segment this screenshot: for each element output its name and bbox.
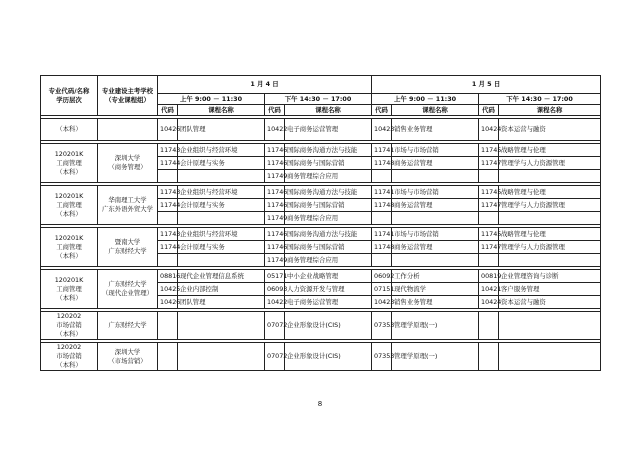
course-code-cell: 11749 — [265, 170, 285, 183]
course-name-cell: 企业组织与经营环境 — [178, 144, 265, 157]
col-code: 代码 — [479, 105, 499, 116]
course-name-cell — [499, 312, 601, 340]
course-name-cell: 国际商务与国际营销 — [285, 157, 372, 170]
course-name-cell — [499, 254, 601, 267]
course-code-cell: 10421 — [479, 283, 499, 296]
school-line: 广东财经大学 — [108, 247, 147, 255]
course-code-cell: 11744 — [158, 241, 178, 254]
col-name: 课程名称 — [178, 105, 265, 116]
major-cell — [41, 144, 98, 183]
course-code-cell — [372, 212, 392, 225]
header-school: 专业建设主考学校 （专业课程组） — [98, 76, 158, 116]
major-line: （本科） — [56, 125, 82, 133]
school-line: 广东财经大学 — [108, 321, 147, 329]
major-line: 工商管理 — [56, 284, 82, 293]
school-cell — [98, 312, 158, 340]
major-line: 120202 — [56, 343, 82, 351]
course-name-cell: 国际商务与国际营销 — [285, 241, 372, 254]
school-cell — [98, 270, 158, 309]
school-cell — [98, 186, 158, 225]
course-code-cell: 10426 — [158, 296, 178, 309]
major-line: 120201K — [54, 191, 84, 200]
major-line: 120201K — [54, 275, 84, 284]
course-code-cell: 11746 — [265, 228, 285, 241]
page-number: 8 — [317, 400, 323, 408]
course-name-cell: 企业组织与经营环境 — [178, 186, 265, 199]
course-name-cell: 会计原理与实务 — [178, 241, 265, 254]
course-name-cell: 市场与市场营销 — [392, 144, 479, 157]
course-code-cell — [479, 343, 499, 371]
course-name-cell: 商务运营管理 — [392, 157, 479, 170]
course-name-cell — [178, 212, 265, 225]
course-name-cell: 商务运营管理 — [392, 241, 479, 254]
course-code-cell: 11746 — [265, 241, 285, 254]
course-name-cell — [178, 170, 265, 183]
course-name-cell: 商务管理综合应用 — [285, 212, 372, 225]
major-line: 120201K — [54, 233, 84, 242]
course-name-cell: 中小企业战略管理 — [285, 270, 372, 283]
major-line: 120202 — [56, 312, 82, 320]
course-code-cell: 06092 — [372, 270, 392, 283]
course-code-cell — [158, 312, 178, 340]
course-name-cell — [178, 254, 265, 267]
course-name-cell — [499, 343, 601, 371]
header-day-1: 1 月 4 日 — [158, 76, 372, 94]
course-code-cell: 07151 — [372, 283, 392, 296]
course-name-cell — [392, 212, 479, 225]
course-name-cell: 电子商务运营管理 — [285, 119, 372, 141]
header-day1-pm: 下午 14:30 － 17:00 — [265, 94, 372, 105]
course-code-cell: 00819 — [479, 270, 499, 283]
col-code: 代码 — [265, 105, 285, 116]
school-cell — [98, 144, 158, 183]
header-day1-am: 上午 9:00 － 11:30 — [158, 94, 265, 105]
course-name-cell: 战略管理与伦理 — [499, 228, 601, 241]
school-line: 广东财经大学 — [108, 280, 147, 288]
course-code-cell — [158, 212, 178, 225]
major-line: （本科） — [56, 251, 82, 260]
course-code-cell — [372, 170, 392, 183]
table-row — [41, 343, 601, 371]
course-name-cell: 管理学与人力资源管理 — [499, 199, 601, 212]
school-line: （现代企业管理） — [101, 289, 154, 297]
course-name-cell: 会计原理与实务 — [178, 199, 265, 212]
course-code-cell: 11749 — [265, 212, 285, 225]
header-day-2: 1 月 5 日 — [372, 76, 601, 94]
course-code-cell: 11741 — [372, 186, 392, 199]
course-code-cell: 07072 — [265, 312, 285, 340]
course-code-cell: 11746 — [265, 144, 285, 157]
course-code-cell: 11741 — [372, 144, 392, 157]
table-row — [41, 228, 601, 241]
table-row — [41, 270, 601, 283]
major-line: （本科） — [56, 293, 82, 302]
course-code-cell: 11746 — [265, 186, 285, 199]
course-code-cell: 10424 — [479, 119, 499, 141]
course-code-cell — [479, 212, 499, 225]
course-code-cell: 10423 — [372, 296, 392, 309]
table-row — [41, 144, 601, 157]
course-code-cell: 06093 — [265, 283, 285, 296]
course-code-cell: 07072 — [265, 343, 285, 371]
major-cell — [41, 228, 98, 267]
major-cell — [41, 119, 98, 141]
course-name-cell: 企业内部控制 — [178, 283, 265, 296]
course-code-cell: 11747 — [479, 241, 499, 254]
course-name-cell: 管理学与人力资源管理 — [499, 157, 601, 170]
course-name-cell: 企业形象设计(CIS) — [285, 343, 372, 371]
course-name-cell: 国际商务与国际营销 — [285, 199, 372, 212]
course-code-cell — [158, 254, 178, 267]
course-name-cell: 销售业务管理 — [392, 296, 479, 309]
course-name-cell: 客户服务管理 — [499, 283, 601, 296]
major-line: （本科） — [56, 167, 82, 176]
table-row — [41, 119, 601, 141]
course-code-cell — [158, 343, 178, 371]
course-name-cell: 国际商务沟通方法与技能 — [285, 186, 372, 199]
course-name-cell: 现代物流学 — [392, 283, 479, 296]
course-name-cell: 国际商务沟通方法与技能 — [285, 144, 372, 157]
school-line: 广东外语外贸大学 — [101, 205, 154, 213]
course-code-cell: 10423 — [372, 119, 392, 141]
course-name-cell: 商务管理综合应用 — [285, 254, 372, 267]
major-line: 工商管理 — [56, 242, 82, 251]
course-name-cell: 资本运营与融资 — [499, 296, 601, 309]
course-name-cell — [392, 170, 479, 183]
course-name-cell — [178, 343, 265, 371]
course-code-cell: 11748 — [372, 199, 392, 212]
course-code-cell: 07353 — [372, 312, 392, 340]
course-name-cell: 企业管理咨询与诊断 — [499, 270, 601, 283]
course-code-cell: 11745 — [479, 228, 499, 241]
school-cell — [98, 119, 158, 141]
course-code-cell: 11743 — [158, 228, 178, 241]
course-name-cell: 资本运营与融资 — [499, 119, 601, 141]
course-code-cell: 11741 — [372, 228, 392, 241]
course-name-cell: 市场与市场营销 — [392, 186, 479, 199]
school-cell — [98, 343, 158, 371]
major-line: （本科） — [56, 330, 82, 338]
major-cell — [41, 186, 98, 225]
school-cell — [98, 228, 158, 267]
course-name-cell: 电子商务运营管理 — [285, 296, 372, 309]
course-name-cell: 商务管理综合应用 — [285, 170, 372, 183]
course-name-cell: 团队管理 — [178, 296, 265, 309]
table-row — [41, 312, 601, 340]
course-name-cell: 工作分析 — [392, 270, 479, 283]
course-name-cell — [392, 254, 479, 267]
course-name-cell: 团队管理 — [178, 119, 265, 141]
course-name-cell — [499, 212, 601, 225]
header-major-code: 专业代码/名称 学历层次 — [41, 76, 98, 116]
course-name-cell — [499, 170, 601, 183]
course-code-cell: 11743 — [158, 186, 178, 199]
course-name-cell: 管理学原理(一) — [392, 312, 479, 340]
course-name-cell: 现代企业管理信息系统 — [178, 270, 265, 283]
course-name-cell: 战略管理与伦理 — [499, 186, 601, 199]
course-code-cell: 11748 — [372, 157, 392, 170]
course-code-cell — [158, 170, 178, 183]
course-code-cell — [479, 170, 499, 183]
course-code-cell: 10422 — [265, 296, 285, 309]
course-code-cell: 08816 — [158, 270, 178, 283]
course-code-cell: 11744 — [158, 157, 178, 170]
course-code-cell: 11745 — [479, 186, 499, 199]
course-code-cell: 11749 — [265, 254, 285, 267]
course-code-cell — [372, 254, 392, 267]
course-code-cell: 11745 — [479, 144, 499, 157]
col-name: 课程名称 — [285, 105, 372, 116]
course-code-cell: 05171 — [265, 270, 285, 283]
major-line: 120201K — [54, 149, 84, 158]
course-code-cell — [479, 312, 499, 340]
course-name-cell: 商务运营管理 — [392, 199, 479, 212]
header-day2-am: 上午 9:00 － 11:30 — [372, 94, 479, 105]
col-code: 代码 — [372, 105, 392, 116]
course-name-cell: 企业组织与经营环境 — [178, 228, 265, 241]
course-code-cell: 11747 — [479, 199, 499, 212]
course-name-cell: 企业形象设计(CIS) — [285, 312, 372, 340]
course-name-cell — [178, 312, 265, 340]
course-code-cell: 10425 — [158, 283, 178, 296]
school-line: （市场营销） — [108, 356, 147, 365]
major-line: 工商管理 — [56, 158, 82, 167]
school-line: （商务管理） — [108, 163, 147, 171]
course-code-cell: 11744 — [158, 199, 178, 212]
schedule-body — [41, 116, 601, 371]
major-line: 工商管理 — [56, 200, 82, 209]
course-code-cell: 10426 — [158, 119, 178, 141]
course-name-cell: 会计原理与实务 — [178, 157, 265, 170]
major-line: 市场营销 — [56, 352, 82, 360]
header-day2-pm: 下午 14:30 － 17:00 — [479, 94, 601, 105]
course-code-cell: 11748 — [372, 241, 392, 254]
col-name: 课程名称 — [499, 105, 601, 116]
major-line: （本科） — [56, 209, 82, 218]
course-code-cell: 11747 — [479, 157, 499, 170]
major-cell — [41, 312, 98, 340]
school-line: 深圳大学 — [114, 154, 141, 162]
course-name-cell: 管理学与人力资源管理 — [499, 241, 601, 254]
major-line: 市场营销 — [56, 321, 82, 329]
col-name: 课程名称 — [392, 105, 479, 116]
school-line: 暨南大学 — [114, 238, 141, 246]
course-name-cell: 人力资源开发与管理 — [285, 283, 372, 296]
table-row — [41, 186, 601, 199]
course-code-cell — [479, 254, 499, 267]
course-code-cell: 10422 — [265, 119, 285, 141]
exam-schedule-table — [40, 75, 601, 371]
course-name-cell: 市场与市场营销 — [392, 228, 479, 241]
course-code-cell: 07353 — [372, 343, 392, 371]
school-line: 深圳大学 — [114, 347, 141, 356]
course-code-cell: 11746 — [265, 157, 285, 170]
course-name-cell: 销售业务管理 — [392, 119, 479, 141]
major-cell — [41, 343, 98, 371]
school-line: 华南理工大学 — [108, 196, 147, 204]
major-cell — [41, 270, 98, 309]
course-code-cell: 10424 — [479, 296, 499, 309]
course-name-cell: 国际商务沟通方法与技能 — [285, 228, 372, 241]
col-code: 代码 — [158, 105, 178, 116]
course-name-cell: 管理学原理(一) — [392, 343, 479, 371]
course-code-cell: 11746 — [265, 199, 285, 212]
major-line: （本科） — [56, 361, 82, 369]
course-name-cell: 战略管理与伦理 — [499, 144, 601, 157]
course-code-cell: 11743 — [158, 144, 178, 157]
